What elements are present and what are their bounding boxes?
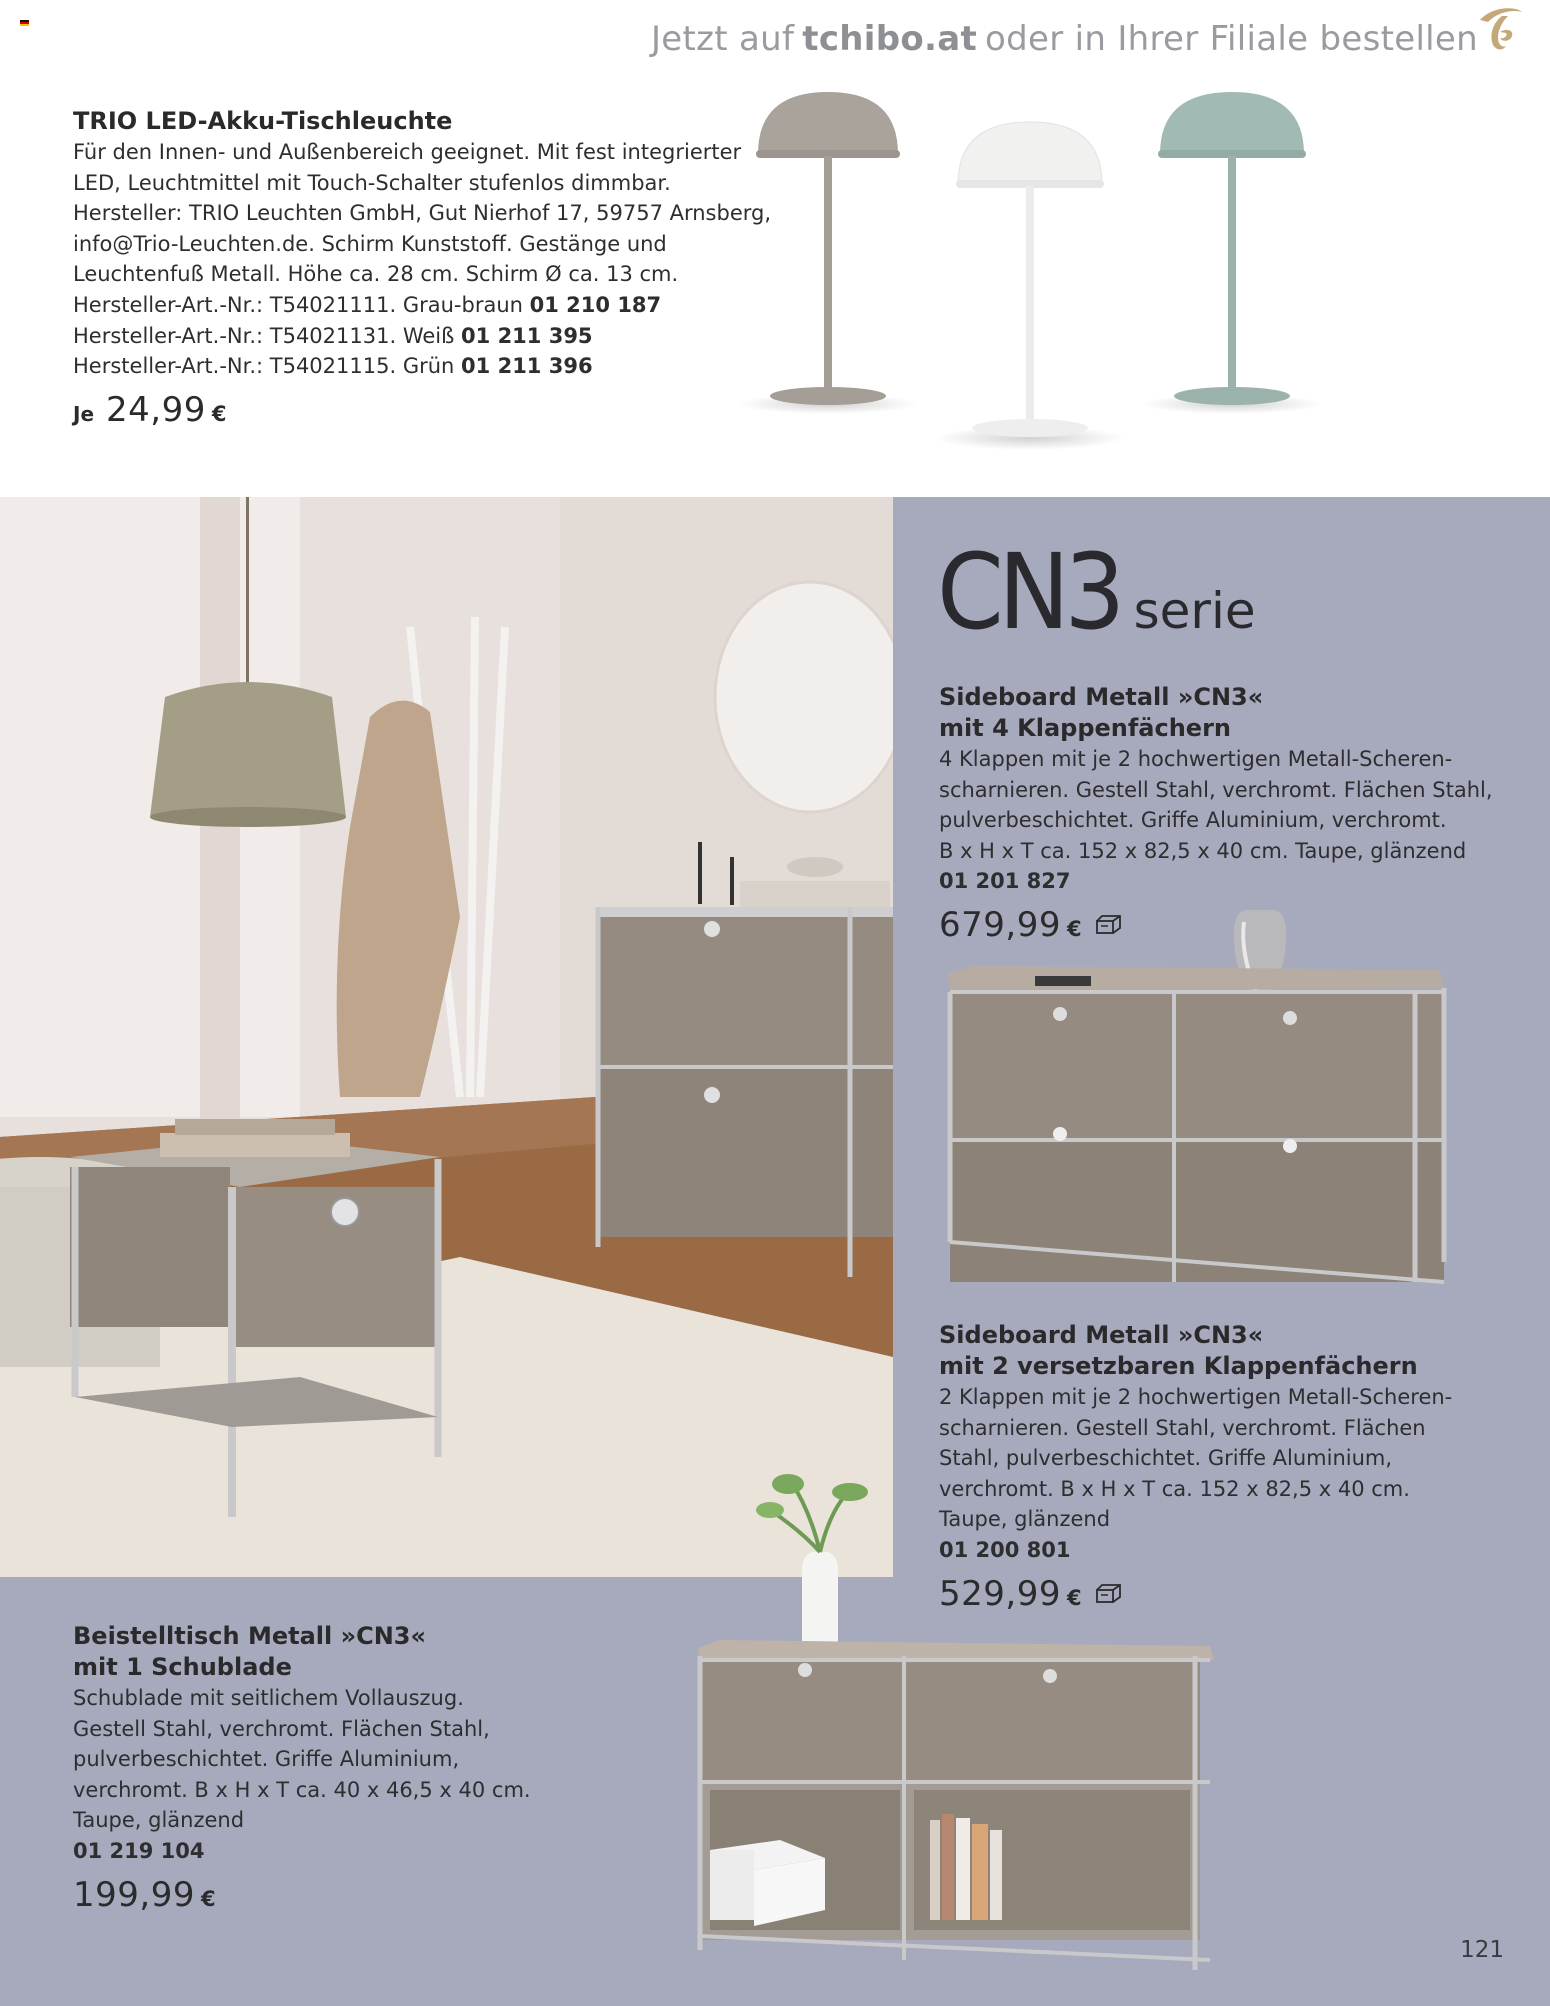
desc-line: Für den Innen- und Außenbereich geeignet. Mit fest integrierter <box>73 140 742 164</box>
desc-line: info@Trio-Leuchten.de. Schirm Kunststoff. Gestänge und <box>73 231 667 256</box>
trio-description <box>73 137 773 382</box>
desc-line: 4 Klappen mit je 2 hochwertigen Metall-Scheren- <box>939 747 1453 771</box>
product-title: Beistelltisch Metall »CN3« <box>73 1622 426 1650</box>
trio-product-block <box>73 106 773 430</box>
desc-line: scharnieren. Gestell Stahl, verchromt. Flächen Stahl, <box>939 777 1493 802</box>
article-number: 01 200 801 <box>939 1537 1071 1562</box>
lamp-white <box>935 122 1125 450</box>
sideboard-2-klappen-image <box>690 1470 1220 1980</box>
header-text-after: oder in Ihrer Filiale bestellen <box>985 19 1478 59</box>
desc-line: Schublade mit seitlichem Vollauszug. <box>73 1686 464 1710</box>
sideboard-4-klappen-image <box>940 902 1450 1297</box>
trio-title: TRIO LED-Akku-Tischleuchte <box>73 107 453 135</box>
article-number: 01 211 396 <box>461 354 593 379</box>
product-description <box>73 1683 653 1867</box>
variant-line: Hersteller-Art.-Nr.: T54021131. Weiß 01 211 395 <box>73 323 593 348</box>
desc-line: Taupe, glänzend <box>73 1808 245 1833</box>
desc-line: Taupe, glänzend <box>939 1507 1111 1532</box>
product-subtitle: mit 1 Schublade <box>73 1653 292 1681</box>
product-price <box>73 1875 653 1915</box>
variant-line: Hersteller-Art.-Nr.: T54021115. Grün 01 211 396 <box>73 354 593 379</box>
desc-line: scharnieren. Gestell Stahl, verchromt. Flächen <box>939 1415 1426 1440</box>
beistelltisch-block <box>73 1621 653 1915</box>
article-number: 01 210 187 <box>529 292 662 317</box>
header-text-before: Jetzt auf <box>650 19 795 59</box>
cn3-suffix: serie <box>1133 582 1256 640</box>
desc-line: Stahl, pulverbeschichtet. Griffe Aluminium, <box>939 1446 1393 1471</box>
product-description <box>939 744 1519 897</box>
desc-line: pulverbeschichtet. Griffe Aluminium, verchromt. <box>939 808 1447 833</box>
cn3-series-logo <box>937 531 1256 653</box>
price-prefix: Je <box>73 401 95 426</box>
price-value: 24,99 <box>106 389 206 430</box>
desc-line: LED, Leuchtmittel mit Touch-Schalter stufenlos dimmbar. <box>73 170 671 195</box>
header-site-link[interactable]: tchibo.at <box>802 19 978 59</box>
desc-line: Gestell Stahl, verchromt. Flächen Stahl, <box>73 1716 490 1741</box>
room-scene-image <box>0 497 893 1577</box>
product-subtitle: mit 4 Klappenfächern <box>939 714 1232 742</box>
article-number: 01 211 395 <box>461 323 593 348</box>
price-currency: € <box>211 401 227 426</box>
lamp-green <box>1142 92 1322 414</box>
price-value: 199,99 <box>73 1874 195 1915</box>
page-number: 121 <box>1460 1937 1504 1963</box>
article-number: 01 219 104 <box>73 1838 205 1863</box>
desc-line: 2 Klappen mit je 2 hochwertigen Metall-Scheren- <box>939 1385 1453 1409</box>
price-value: 679,99 <box>939 904 1061 945</box>
product-title: Sideboard Metall »CN3« <box>939 1321 1264 1349</box>
language-flag-icon[interactable] <box>20 20 29 26</box>
desc-line: Hersteller: TRIO Leuchten GmbH, Gut Nierhof 17, 59757 Arnsberg, <box>73 201 772 226</box>
trio-price <box>73 390 773 430</box>
price-currency: € <box>1066 1585 1082 1610</box>
article-number: 01 201 827 <box>939 869 1071 894</box>
lamp-taupe <box>738 92 918 414</box>
product-title: Sideboard Metall »CN3« <box>939 683 1264 711</box>
price-currency: € <box>1066 916 1082 941</box>
cn3-brand: CN3 <box>937 531 1120 653</box>
desc-line: B x H x T ca. 152 x 82,5 x 40 cm. Taupe, glänzend <box>939 838 1467 863</box>
variant-line: Hersteller-Art.-Nr.: T54021111. Grau-braun 01 210 187 <box>73 292 662 317</box>
trio-lamps-image <box>700 86 1380 466</box>
price-currency: € <box>200 1886 216 1911</box>
tchibo-logo-icon[interactable] <box>1472 2 1526 56</box>
desc-line: Leuchtenfuß Metall. Höhe ca. 28 cm. Schirm Ø ca. 13 cm. <box>73 262 679 287</box>
desc-line: verchromt. B x H x T ca. 152 x 82,5 x 40 cm. <box>939 1476 1410 1501</box>
price-value: 529,99 <box>939 1573 1061 1614</box>
desc-line: verchromt. B x H x T ca. 40 x 46,5 x 40 cm. <box>73 1777 531 1802</box>
product-subtitle: mit 2 versetzbaren Klappenfächern <box>939 1352 1418 1380</box>
desc-line: pulverbeschichtet. Griffe Aluminium, <box>73 1747 460 1772</box>
header-banner <box>651 10 1478 68</box>
